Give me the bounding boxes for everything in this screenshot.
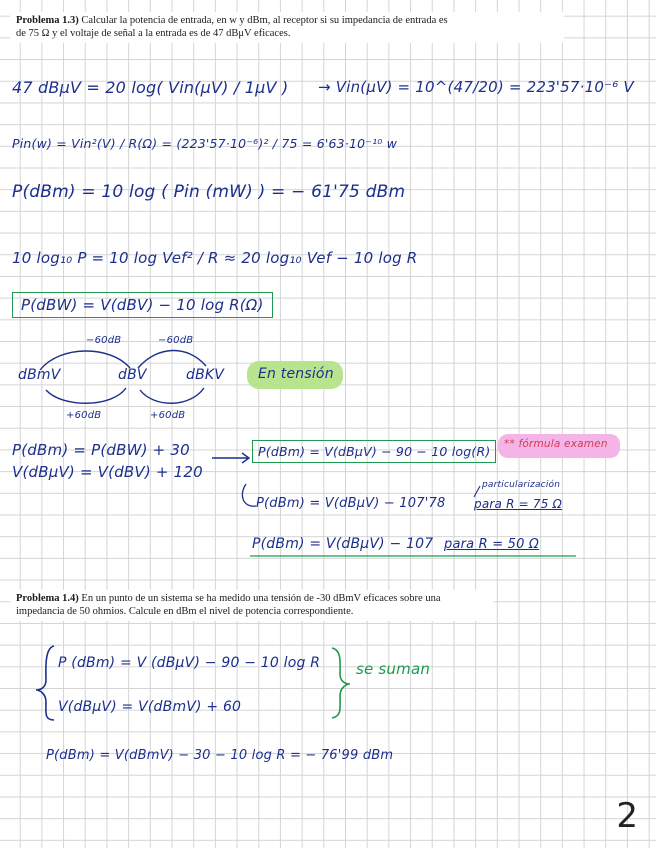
note-line-pin-watts: Pin(w) = Vin²(V) / R(Ω) = (223'57·10⁻⁶)² / 75 = 6'63·10⁻¹⁰ w — [12, 136, 398, 151]
line-r50: P(dBm) = V(dBμV) − 107 — [252, 536, 434, 552]
arrow-to-exam-box — [212, 453, 249, 463]
arc-dbv-dbmv-bottom — [46, 388, 126, 403]
para-r75: para R = 75 Ω — [474, 497, 562, 511]
relation-dbm-dbw: P(dBm) = P(dBW) + 30 — [12, 441, 190, 459]
boxed-formula-dbw: P(dBW) = V(dBV) − 10 log R(Ω) — [12, 292, 273, 318]
arc-dbv-dbkv-top — [138, 350, 206, 368]
boxed-formula-exam: P(dBm) = V(dBμV) − 90 − 10 log(R) — [252, 440, 496, 463]
arc-dbmv-dbv-top — [40, 351, 130, 370]
note-particularizacion: particularización — [482, 480, 561, 490]
conv-plus-label-right: +60dB — [150, 410, 186, 421]
label-en-tension: En tensión — [258, 366, 334, 382]
problem-14-label: Problema 1.4) — [16, 593, 79, 604]
problem-13-text-line2: de 75 Ω y el voltaje de señal a la entrada es de 47 dBμV eficaces. — [16, 28, 291, 39]
system-eq-voltage: V(dBμV) = V(dBmV) + 60 — [58, 699, 242, 715]
relation-dbuv-dbv: V(dBμV) = V(dBV) + 120 — [12, 463, 203, 481]
arrow-particular — [474, 486, 480, 497]
unit-dbkv: dBKV — [186, 367, 225, 383]
system-eq-power: P (dBm) = V (dBμV) − 90 − 10 log R — [58, 655, 321, 671]
para-r50: para R = 50 Ω — [444, 537, 540, 552]
system-left-brace — [36, 646, 54, 720]
unit-dbmv: dBmV — [18, 367, 61, 383]
system-right-brace — [332, 648, 350, 718]
note-formula-examen: ** fórmula examen — [504, 438, 608, 450]
arc-dbkv-dbv-bottom — [140, 388, 204, 403]
note-line-db-definition: 47 dBμV = 20 log( Vin(μV) / 1μV ) — [12, 78, 289, 97]
note-line-vin-result: → Vin(μV) = 10^(47/20) = 223'57·10⁻⁶ V — [318, 78, 634, 96]
problem-14-text-line2: impedancia de 50 ohmios. Calcule en dBm el nivel de potencia correspondiente. — [16, 606, 354, 617]
problem-13-label: Problema 1.3) — [16, 15, 79, 26]
note-line-log-derivation: 10 log₁₀ P = 10 log Vef² / R ≈ 20 log₁₀ Vef − 10 log R — [12, 249, 418, 267]
conv-minus-label-left: −60dB — [86, 335, 122, 346]
unit-dbv: dBV — [118, 367, 147, 383]
conv-plus-label-left: +60dB — [66, 410, 102, 421]
conv-minus-label-right: −60dB — [158, 335, 194, 346]
problem-13-text-line1: Calcular la potencia de entrada, en w y dBm, al receptor si su impedancia de entrada es — [81, 15, 448, 26]
page-number: 2 — [616, 796, 638, 836]
problem-14-text-line1: En un punto de un sistema se ha medido una tensión de -30 dBmV eficaces sobre una — [81, 593, 441, 604]
note-se-suman: se suman — [356, 660, 431, 678]
note-line-pin-dbm: P(dBm) = 10 log ( Pin (mW) ) = − 61'75 dBm — [12, 182, 406, 202]
result-1-4: P(dBm) = V(dBmV) − 30 − 10 log R = − 76'99 dBm — [46, 748, 394, 763]
arrow-hook-r75 — [242, 484, 256, 506]
line-r75: P(dBm) = V(dBμV) − 107'78 — [256, 496, 446, 511]
